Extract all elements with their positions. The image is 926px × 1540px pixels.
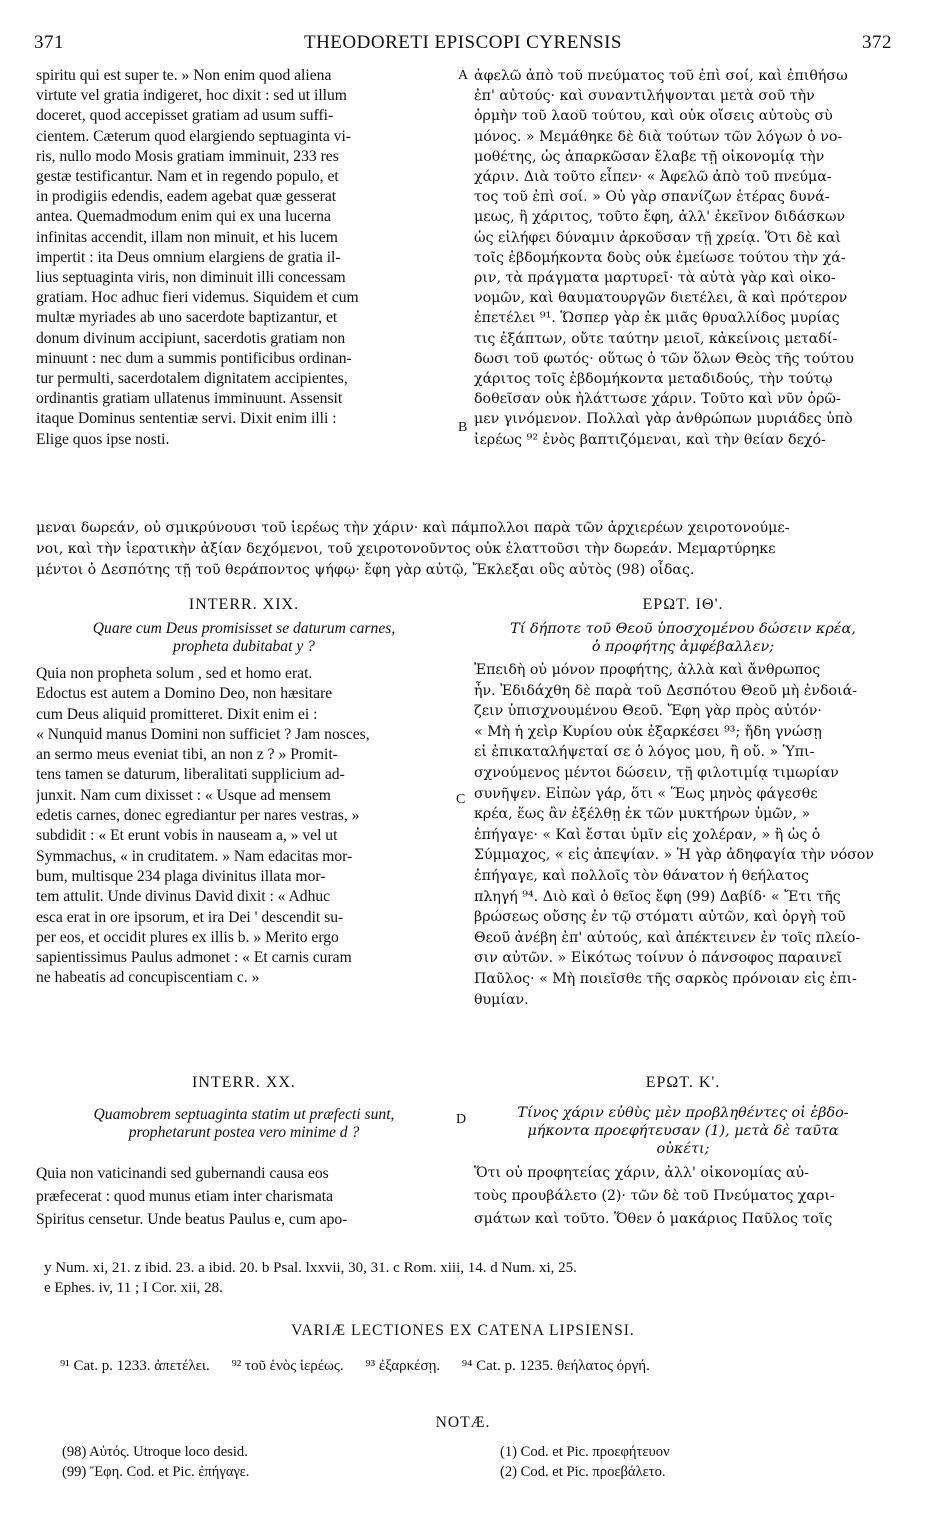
text-line: ὁρμὴν τοῦ λαοῦ τούτου, καὶ οὐκ οἴσεις αὐτοὺς σὺ [474,108,833,125]
text-line: esca erat in ore ipsorum, et ira Dei ' descendit su- [36,908,344,926]
text-line: junxit. Nam cum dixisset : « Usque ad mensem [36,786,331,804]
text-line: ἐπήγαγε, καὶ πολλοῖς τὸν θάνατον ἡ θεήλατος [474,867,809,884]
text-line: bum, multisque 234 plaga divinitus illata mor- [36,867,326,885]
text-line: ris, nullo modo Mosis gratiam imminuit, 233 res [36,147,339,165]
variae-lectiones-heading: VARIÆ LECTIONES EX CATENA LIPSIENSI. [291,1322,635,1339]
text-line: Symmachus, « in cruditatem. » Nam edacitas mor- [36,847,353,865]
interr-19-title [36,620,452,656]
text-line: itaque Dominus sententiæ servi. Dixit enim illi : [36,410,337,428]
text-line: in prodigiis edendis, eadem agebat quæ gesserat [36,188,337,206]
variae-lectiones-items [60,1358,900,1375]
text-line: gratiam. Hoc adhuc fieri videmus. Siquidem et cum [36,289,359,307]
text-line: πληγή ⁹⁴. Διὸ καὶ ὁ θεῖος ἔφη (99) Δαβίδ· « Ἔτι τῆς [474,888,841,905]
text-line: νομῶν, καὶ θαυματουργῶν διετέλει, ἃ καὶ πρότερον [474,290,848,307]
text-line: ζειν ὑπισχνουμένου Θεοῦ. Ἔφη γὰρ πρὸς αὐτόν· [474,703,822,720]
note-entry: (98) Αὐτός. Utroque loco desid. [62,1444,248,1460]
text-line: præfecerat : quod munus etiam inter charismata [36,1188,334,1205]
margin-letter-a: A [458,68,469,83]
text-line: θυμίαν. [474,991,529,1008]
erot-19-text [474,660,892,1010]
text-line: μόνος. » Μεμάθηκε δὲ διὰ τούτων τῶν λόγων ὁ νο- [474,128,843,145]
erot-20-title [474,1104,892,1158]
erot-19-title [474,620,892,656]
erot-19-heading: ΕΡΩΤ. ΙΘ'. [642,596,724,613]
text-line: tem attulit. Unde divinus David dixit : « Adhuc [36,888,331,906]
notae-left [62,1442,249,1482]
text-line: ordinantis gratiam ullatenus imminuunt. Assensit [36,390,343,408]
text-line: μοθέτης, ὡς ἀπαρκῶσαν ἔλαβε τῇ οἰκονομίᾳ τὴν [474,148,825,165]
text-line: multæ myriades ab uno sacerdote baptizantur, et [36,309,338,327]
notae-right [500,1442,670,1482]
text-line: ἀφελῶ ἀπὸ τοῦ πνεύματος τοῦ ἐπὶ σοί, καὶ ἐπιθήσω [474,68,848,84]
notae-heading: NOTÆ. [435,1414,491,1431]
text-line: σμάτων καὶ τοῦτο. Ὅθεν ὁ μακάριος Παῦλος τοῖς [474,1211,833,1227]
text-line: lius septuaginta viris, non diminuit illi concessam [36,269,346,287]
text-line: τις ἐξάπτων, οὔτε ταύτην μειοῖ, κἀκείνοις μεταδί- [474,330,838,347]
interr-20-title-line: Quamobrem septuaginta statim ut præfecti sunt, [93,1106,395,1123]
text-line: cientem. Cæterum quod elargiendo septuaginta vi- [36,127,351,145]
text-line: ὡς εἰλήφει δύναμιν ἀρκοῦσαν τῇ χρείᾳ. Ὅτι δὲ καὶ [474,229,842,246]
text-line: συνῆψεν. Εἰπὼν γάρ, ὅτι « Ἕως μηνὸς φάγεσθε [474,785,818,802]
page-number-left: 371 [34,32,64,53]
interr-20-heading: INTERR. XX. [192,1074,296,1091]
text-line: χάριν. Διὰ τοῦτο εἶπεν· « Ἀφελῶ ἀπὸ τοῦ πνεύμα- [474,169,832,186]
text-line: μεναι δωρεάν, οὐ σμικρύνουσι τοῦ ἱερέως τὴν χάριν· καὶ πάμπολλοι παρὰ τῶν ἀρχιερέων χειροτονούμε- [36,520,790,536]
variant-reading: ⁹¹ Cat. p. 1233. ἀπετέλει. [60,1358,210,1374]
text-line: Elige quos ipse nosti. [36,430,170,448]
text-line: « Nunquid manus Domini non sufficiet ? Jam nosces, [36,725,370,743]
text-line: κρέα, ἕως ἂν ἐξέλθῃ ἐκ τῶν μυκτήρων ὑμῶν, » [474,806,811,823]
margin-letter-d: D [456,1112,467,1127]
interr-19-title-line: Quare cum Deus promisisset se daturum carnes, [92,620,396,637]
text-line: sapientissimus Paulus admonet : « Et carnis curam [36,949,352,967]
text-line: τος τοῦ ἐπὶ σοί. » Οὐ γὰρ σπανίζων ἑτέρας δυνά- [474,189,830,206]
text-line: σιν αὐτῶν. » Εἰκότως τοίνυν ὁ πάνσοφος παραινεῖ [474,950,843,967]
greek-span-text [36,518,892,581]
text-line: σχνούμενος μέντοι δώσειν, τῇ φιλοτιμίᾳ τιμωρίαν [474,764,839,781]
text-line: donum divinum accipiunt, sacerdotis gratiam non [36,329,346,347]
erot-19-title-line: Τί δήποτε τοῦ Θεοῦ ὑποσχομένου δώσειν κρέα, [510,621,856,637]
text-line: « Μὴ ἡ χεὶρ Κυρίου οὐκ ἐξαρκέσει ⁹³; ἤδη γνώσῃ [474,723,822,740]
text-line: Θεοῦ ἀνέβη ἐπ' αὐτούς, καὶ ἀπέκτεινεν ἐν τοῖς πλείο- [474,929,861,946]
variant-reading: ⁹⁴ Cat. p. 1235. θεήλατος ὀργή. [461,1358,650,1374]
page-number-right: 372 [862,32,892,53]
text-line: μέντοι ὁ Δεσπότης τῇ τοῦ θεράποντος ψήφῳ· ἔφη γὰρ αὐτῷ, Ἔκλεξαι οὓς αὐτὸς (98) οἶδας. [36,562,695,578]
text-line: antea. Quemadmodum enim qui ex una lucerna [36,208,331,226]
text-line: per eos, et occidit plures ex illis b. » Merito ergo [36,928,339,946]
text-line: impertit : ita Deus omnium elargiens de gratia il- [36,248,341,266]
text-line: βρώσεως οὔσης ἐν τῷ στόματι αὐτῶν, καὶ ὀργὴ τοῦ [474,909,846,926]
text-line: tens tamen se daturum, liberalitati supplicium ad- [36,766,345,784]
text-line: ριν, τὰ πράγματα μαρτυρεῖ· τὰ αὐτὰ γὰρ καὶ οἰκο- [474,270,836,287]
text-line: Spiritus censetur. Unde beatus Paulus e, cum apo- [36,1211,348,1228]
footnote-line: e Ephes. iv, 11 ; I Cor. xii, 28. [44,1280,223,1296]
latin-text-top [36,66,452,450]
erot-20-title-line: Τίνος χάριν εὐθὺς μὲν προβληθέντες οἱ ἑβδο- [517,1105,849,1121]
text-line: infinitas accendit, illam non minuit, et his lucem [36,228,338,246]
margin-letter-b: B [458,420,468,435]
text-line: Quia non propheta solum , sed et homo erat. [36,665,313,682]
footnote-line: y Num. xi, 21. z ibid. 23. a ibid. 20. b Psal. lxxvii, 30, 31. c Rom. xiii, 14. d Num. xi, 25. [44,1260,577,1276]
text-line: μεως, ἢ χάριτος, τοῦτο ἔφη, ἀλλ' ἐκεῖνον διδάσκων [474,209,846,226]
text-line: χάριτος τοῖς ἑβδομήκοντα μεταδιδούς, τὴν τούτῳ [474,371,833,388]
interr-20-title [36,1106,452,1142]
text-line: an sermo meus eveniat tibi, an non z ? » Promit- [36,746,338,764]
footnotes [44,1258,904,1298]
running-header [34,32,892,58]
margin-letter-c: C [456,792,466,807]
text-line: Παῦλος· « Μὴ ποιεῖσθε τῆς σαρκὸς πρόνοιαν εἰς ἐπι- [474,970,857,987]
text-line: τοῖς ἑβδομήκοντα δοὺς οὐκ ἐμείωσε τούτου τὴν χά- [474,249,846,266]
text-line: ἱερέως ⁹² ἑνὸς βαπτιζόμεναι, καὶ τὴν θείαν δεχό- [474,431,826,448]
interr-20-title-line: prophetarunt postea vero minime d ? [128,1124,360,1141]
note-entry: (2) Cod. et Pic. προεβάλετο. [500,1464,666,1480]
text-line: δωσι τοῦ φωτός· οὕτως ὁ τῶν ὅλων Θεὸς τῆς τούτου [474,350,854,367]
text-line: gestæ testificantur. Nam et in regendo populo, et [36,168,339,186]
text-line: subdidit : « Et erunt vobis in nauseam a, » vel ut [36,827,338,845]
variant-reading: ⁹³ ἐξαρκέσῃ. [365,1358,441,1374]
erot-19-title-line: ὁ προφήτης ἀμφέβαλλεν; [591,639,775,655]
variant-reading: ⁹² τοῦ ἑνὸς ἱερέως. [231,1358,344,1374]
text-line: δοθεῖσαν οὐκ ἠλάττωσε χάριν. Τοῦτο καὶ νῦν ὁρῶ- [474,391,841,408]
text-line: μεν γινόμενον. Πολλαὶ γὰρ ἀνθρώπων μυριάδες ὑπὸ [474,411,853,428]
text-line: cum Deus aliquid promitteret. Dixit enim ei : [36,705,318,723]
greek-text-top [474,66,892,450]
interr-19-text [36,664,452,989]
erot-20-title-line: οὐκέτι; [656,1141,710,1157]
text-line: Σύμμαχος, « εἰς ἀπεψίαν. » Ἡ γὰρ ἀδηφαγία τὴν νόσον [474,847,874,864]
text-line: τοὺς προυβάλετο (2)· τῶν δὲ τοῦ Πνεύματος χαρι- [474,1188,835,1204]
text-line: ἐπ' αὐτούς· καὶ συναντιλήψονται μετὰ σοῦ τὴν [474,88,815,105]
erot-20-heading: ΕΡΩΤ. Κ'. [645,1074,721,1091]
running-title: THEODORETI EPISCOPI CYRENSIS [303,32,623,53]
text-line: spiritu qui est super te. » Non enim quod aliena [36,67,332,84]
text-line: minuunt : nec dum a summis pontificibus ordinan- [36,349,352,367]
text-line: Edoctus est autem a Domino Deo, non hæsitare [36,685,333,703]
text-line: ἐπετέλει ⁹¹. Ὥσπερ γὰρ ἐκ μιᾶς θρυαλλίδος μυρίας [474,310,840,327]
text-line: ἐπήγαγε· « Καὶ ἔσται ὑμῖν εἰς χολέραν, » ἢ ὡς ὁ [474,826,821,843]
text-line: ne habeatis ad concupiscentiam c. » [36,969,260,987]
erot-20-text [474,1162,892,1231]
interr-19-title-line: propheta dubitabat y ? [173,638,315,655]
note-entry: (1) Cod. et Pic. προεφήτευον [500,1444,670,1460]
text-line: Quia non vaticinandi sed gubernandi causa eos [36,1165,329,1182]
text-line: tur permulti, sacerdotalem dignitatem accipientes, [36,370,348,388]
text-line: ἦν. Ἐδιδάχθη δὲ παρὰ τοῦ Δεσπότου Θεοῦ μὴ ἐνδοιά- [474,682,857,699]
text-line: edetis carnes, donec egrediantur per nares vestras, » [36,807,360,825]
text-line: εἰ ἐπικαταλήψεταί σε ὁ λόγος μου, ἢ οὔ. » Ὑπι- [474,744,815,761]
erot-20-title-line: μήκοντα προεφήτευσαν (1), μετὰ δὲ ταῦτα [527,1123,839,1139]
note-entry: (99) Ἔφη. Cod. et Pic. ἐπήγαγε. [62,1464,250,1480]
text-line: virtute vel gratia indigeret, hoc dixit : sed ut illum [36,87,347,105]
text-line: doceret, quod accepisset gratiam ad usum suffi- [36,107,334,125]
text-line: Ὅτι οὐ προφητείας χάριν, ἀλλ' οἰκονομίας αὐ- [474,1165,809,1181]
interr-19-heading: INTERR. XIX. [188,596,300,613]
text-line: νοι, καὶ τὴν ἱερατικὴν ἀξίαν δεχόμενοι, τοῦ χειροτονοῦντος οὐκ ἐλαττοῦσι τὴν δωρεάν. Μεμαρτύρηκε [36,541,776,557]
interr-20-text [36,1162,452,1231]
text-line: Ἐπειδὴ οὐ μόνον προφήτης, ἀλλὰ καὶ ἄνθρωπος [474,662,821,678]
